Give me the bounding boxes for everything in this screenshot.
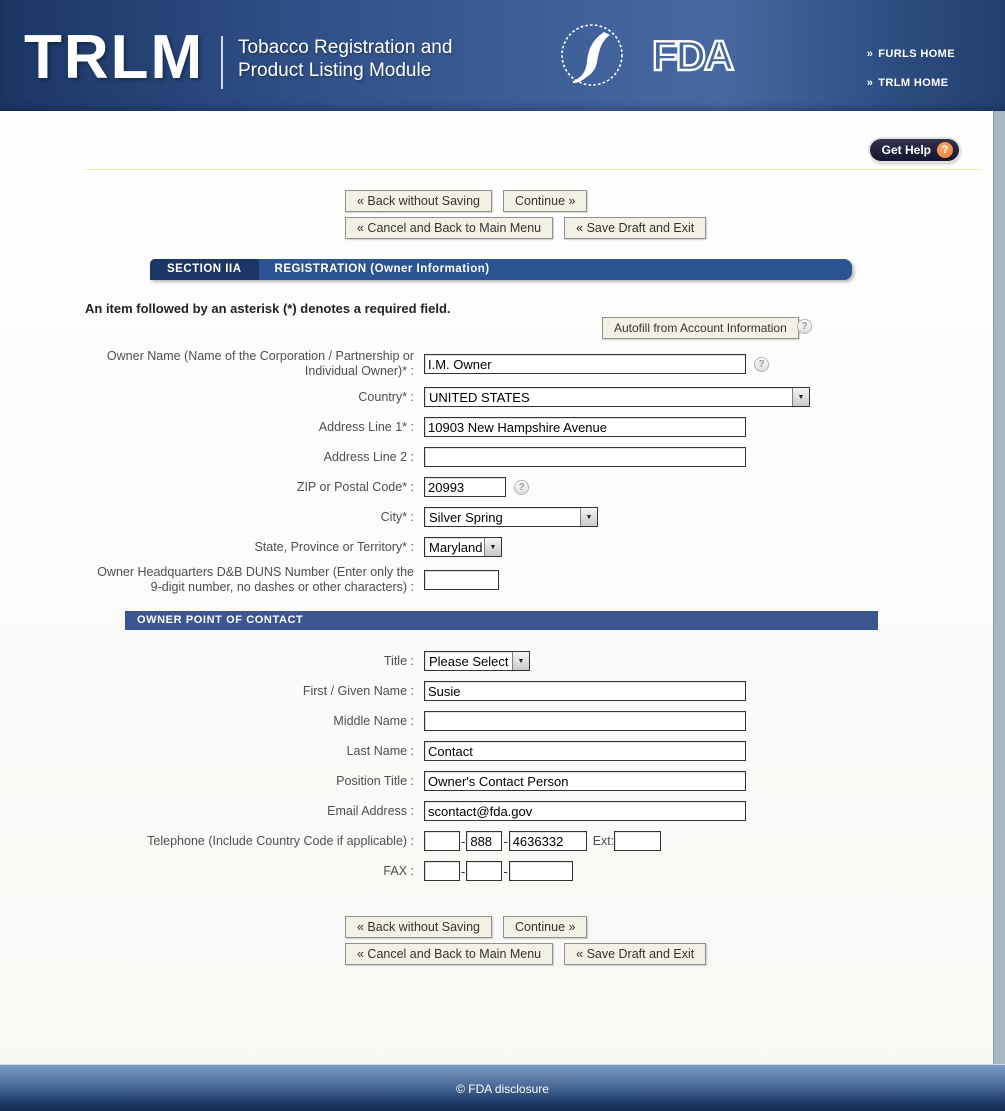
fda-logo-icon: [650, 33, 750, 84]
hhs-seal-icon: [556, 18, 628, 97]
title-select[interactable]: Please Select ▼: [424, 651, 530, 671]
last-name-label: Last Name :: [346, 743, 414, 758]
continue-button[interactable]: Continue »: [503, 190, 587, 212]
ext-label: Ext:: [592, 834, 615, 848]
email-label: Email Address :: [327, 803, 414, 818]
cancel-back-main-menu-button[interactable]: « Cancel and Back to Main Menu: [345, 217, 553, 239]
address1-row: [85, 412, 915, 442]
address1-label: Address Line 1* :: [318, 419, 414, 434]
first-name-label: First / Given Name :: [302, 683, 414, 698]
telephone-part1-input[interactable]: [424, 831, 460, 851]
header-links: [867, 48, 955, 106]
cancel-back-main-menu-button[interactable]: « Cancel and Back to Main Menu: [345, 943, 553, 965]
email-row: [85, 796, 915, 826]
fax-row: [85, 856, 915, 886]
zip-label: ZIP or Postal Code* :: [296, 479, 414, 494]
dropdown-arrow-icon: ▼: [792, 388, 809, 406]
furls-home-link[interactable]: » FURLS HOME: [866, 48, 955, 60]
autofill-help-icon[interactable]: ?: [797, 319, 812, 334]
fax-label: FAX :: [383, 863, 414, 878]
dropdown-arrow-icon: ▼: [580, 508, 597, 526]
phone-separator: -: [461, 833, 466, 849]
telephone-row: [85, 826, 915, 856]
telephone-part3-input[interactable]: [509, 831, 587, 851]
middle-name-label: Middle Name :: [333, 713, 414, 728]
address2-input[interactable]: [424, 447, 746, 467]
country-select[interactable]: UNITED STATES ▼: [424, 387, 810, 407]
city-label: City* :: [380, 509, 414, 524]
continue-button[interactable]: Continue »: [503, 916, 587, 938]
help-question-icon: ?: [937, 142, 953, 158]
state-row: [85, 532, 915, 562]
email-input[interactable]: [424, 801, 746, 821]
owner-name-row: [85, 346, 915, 382]
get-help-button[interactable]: [870, 139, 959, 161]
subtitle-line2: Product Listing Module: [238, 60, 432, 81]
double-chevron-icon: »: [866, 77, 874, 89]
trlm-logo: TRLM: [24, 23, 205, 92]
owner-name-label: Owner Name (Name of the Corporation / Partnership or Individual Owner)* :: [106, 349, 414, 378]
zip-row: [85, 472, 915, 502]
fda-disclosure-link[interactable]: © FDA disclosure: [456, 1082, 549, 1096]
contact-section-header: OWNER POINT OF CONTACT: [125, 611, 878, 630]
save-draft-exit-button[interactable]: « Save Draft and Exit: [564, 217, 706, 239]
address1-input[interactable]: [424, 417, 746, 437]
last-name-row: [85, 736, 915, 766]
right-edge-strip: [993, 111, 1005, 1064]
duns-input[interactable]: [424, 570, 499, 590]
dropdown-arrow-icon: ▼: [484, 538, 501, 556]
svg-text:FDA: FDA: [652, 33, 733, 79]
duns-row: [85, 562, 915, 598]
trlm-home-link[interactable]: » TRLM HOME: [866, 77, 949, 89]
country-row: [85, 382, 915, 412]
address2-row: [85, 442, 915, 472]
title-label: Title :: [383, 653, 414, 668]
last-name-input[interactable]: [424, 741, 746, 761]
top-button-group: [345, 190, 706, 244]
duns-label: Owner Headquarters D&B DUNS Number (Enter only the 9-digit number, no dashes or other characters) :: [97, 565, 414, 594]
fax-separator: -: [503, 863, 508, 879]
zip-input[interactable]: [424, 477, 506, 497]
zip-help-icon[interactable]: ?: [514, 480, 529, 495]
app-subtitle: [238, 36, 452, 82]
fax-part2-input[interactable]: [466, 861, 502, 881]
owner-name-input[interactable]: [424, 354, 746, 374]
position-title-label: Position Title :: [336, 773, 414, 788]
divider-line: [85, 169, 980, 170]
dropdown-arrow-icon: ▼: [512, 652, 529, 670]
section-header-bar: [150, 259, 852, 280]
position-title-input[interactable]: [424, 771, 746, 791]
section-tab[interactable]: SECTION IIA: [150, 259, 259, 280]
address2-label: Address Line 2 :: [323, 449, 414, 464]
city-select[interactable]: Silver Spring ▼: [424, 507, 598, 527]
position-title-row: [85, 766, 915, 796]
telephone-ext-input[interactable]: [614, 831, 661, 851]
contact-form: [85, 646, 915, 886]
state-label: State, Province or Territory* :: [254, 539, 414, 554]
city-row: [85, 502, 915, 532]
required-field-note: An item followed by an asterisk (*) denotes a required field.: [85, 301, 451, 316]
save-draft-exit-button[interactable]: « Save Draft and Exit: [564, 943, 706, 965]
state-select[interactable]: Maryland ▼: [424, 537, 502, 557]
middle-name-input[interactable]: [424, 711, 746, 731]
autofill-button[interactable]: Autofill from Account Information: [602, 317, 799, 339]
first-name-input[interactable]: [424, 681, 746, 701]
get-help-label: Get Help: [881, 143, 931, 157]
back-without-saving-button[interactable]: « Back without Saving: [345, 190, 492, 212]
double-chevron-icon: »: [866, 48, 874, 60]
subtitle-line1: Tobacco Registration and: [238, 37, 453, 58]
back-without-saving-button[interactable]: « Back without Saving: [345, 916, 492, 938]
owner-name-help-icon[interactable]: ?: [754, 357, 769, 372]
bottom-button-group: [345, 916, 706, 970]
footer-bar: [0, 1064, 1005, 1111]
owner-info-form: [85, 346, 915, 598]
title-row: [85, 646, 915, 676]
telephone-part2-input[interactable]: [466, 831, 502, 851]
header-banner: [0, 0, 1005, 111]
phone-separator: -: [503, 833, 508, 849]
country-label: Country* :: [358, 389, 414, 404]
fax-separator: -: [461, 863, 466, 879]
fax-part1-input[interactable]: [424, 861, 460, 881]
first-name-row: [85, 676, 915, 706]
middle-name-row: [85, 706, 915, 736]
fax-part3-input[interactable]: [509, 861, 573, 881]
logo-divider: [221, 36, 223, 89]
telephone-label: Telephone (Include Country Code if applicable) :: [147, 833, 414, 848]
section-title: REGISTRATION (Owner Information): [274, 263, 490, 275]
